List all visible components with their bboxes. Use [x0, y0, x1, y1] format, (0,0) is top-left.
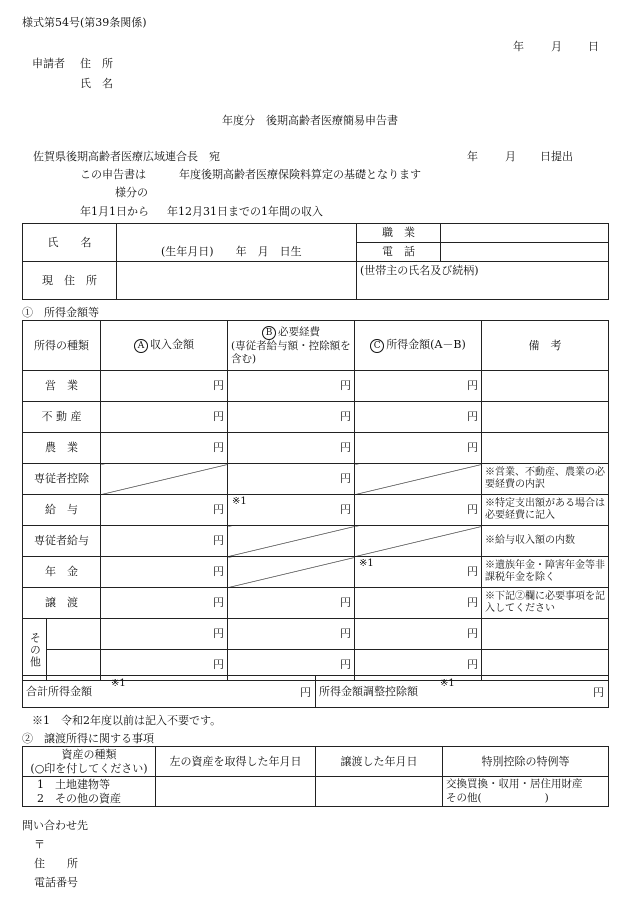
household-label: (世帯主の氏名及び続柄)	[360, 264, 479, 277]
total-income-label: 合計所得金額	[26, 684, 92, 698]
applicant-name-label: 氏 名	[80, 77, 113, 90]
disabled-cell	[101, 464, 228, 495]
income-cell[interactable]: 円	[355, 402, 482, 433]
transfer-table	[22, 746, 609, 807]
col-acquired-date: 左の資産を取得した年月日	[156, 747, 316, 777]
table-row	[23, 619, 609, 650]
remark-cell: ※下記②欄に必要事項を記入してください	[482, 588, 609, 619]
contact-title: 問い合わせ先	[22, 819, 88, 832]
remark-cell: ※特定支出額がある場合は必要経費に記入	[482, 495, 609, 526]
circle-b-icon: B	[262, 326, 276, 340]
revenue-cell[interactable]: 円	[101, 371, 228, 402]
income-cell[interactable]: 円	[355, 371, 482, 402]
special-deduction-cell[interactable]: 交換買換・収用・居住用財産 その他( )	[443, 777, 609, 807]
birth-label: (生年月日) 年 月 日生	[161, 245, 302, 259]
disabled-cell	[228, 557, 355, 588]
table-row: 給 与 円 ※1 円 円 ※特定支出額がある場合は必要経費に記入	[23, 495, 609, 526]
income-cell[interactable]: 円	[355, 588, 482, 619]
remark-cell[interactable]	[482, 619, 609, 650]
applicant-address-label: 住 所	[80, 57, 113, 70]
current-address-field[interactable]	[117, 262, 357, 300]
other-type-cell[interactable]	[47, 619, 101, 650]
footnote-text: ※1 令和2年度以前は記入不要です。	[32, 714, 222, 727]
table-row: 農 業 円 円 円	[23, 433, 609, 464]
revenue-cell[interactable]: 円	[101, 433, 228, 464]
table-row: 譲 渡 円 円 円 ※下記②欄に必要事項を記入してください	[23, 588, 609, 619]
expense-cell[interactable]: ※1 円	[228, 495, 355, 526]
expense-cell[interactable]: 円	[228, 371, 355, 402]
phone-label: 電 話	[357, 243, 441, 262]
income-cell[interactable]: 円	[355, 650, 482, 681]
remark-cell: ※給与収入額の内数	[482, 526, 609, 557]
col-asset-type: 資産の種類 (○印を付してください)	[23, 747, 156, 777]
occupation-label: 職 業	[357, 224, 441, 243]
asset-type-cell[interactable]: 1 土地建物等 2 その他の資産	[23, 777, 156, 807]
period-from: 年1月1日から	[80, 205, 149, 218]
footnote-mark: ※1	[232, 496, 247, 507]
name-label: 氏 名	[23, 224, 117, 262]
income-cell[interactable]: 円	[355, 495, 482, 526]
circle-c-icon: C	[370, 339, 384, 353]
remark-cell: ※遺族年金・障害年金等非課税年金を除く	[482, 557, 609, 588]
applicant-label: 申請者	[32, 57, 65, 70]
submit-year: 年	[467, 150, 478, 163]
acquired-date-cell[interactable]	[156, 777, 316, 807]
remark-cell[interactable]	[482, 402, 609, 433]
footnote-mark: ※1	[359, 558, 374, 569]
expense-cell[interactable]: 円	[228, 402, 355, 433]
circle-a-icon: A	[134, 339, 148, 353]
table-row: 年 金 円 ※1 円 ※遺族年金・障害年金等非課税年金を除く	[23, 557, 609, 588]
addressee: 佐賀県後期高齢者医療広域連合長 宛	[33, 150, 220, 163]
col-expenses: B 必要経費 (専従者給与額・控除額を含む)	[228, 321, 355, 371]
table-row: 専従者控除 円 ※営業、不動産、農業の必要経費の内訳	[23, 464, 609, 495]
col-remarks: 備 考	[482, 321, 609, 371]
col-transfer-date: 譲渡した年月日	[316, 747, 443, 777]
income-cell[interactable]: 円	[355, 619, 482, 650]
postal-mark: 〒	[34, 838, 45, 851]
table-row: 専従者給与 円 ※給与収入額の内数	[23, 526, 609, 557]
period-to: 年12月31日までの1年間の収入	[167, 205, 323, 218]
col-income: C 所得金額(A－B)	[355, 321, 482, 371]
remark-cell[interactable]	[482, 371, 609, 402]
revenue-cell[interactable]: 円	[101, 650, 228, 681]
footnote-mark: ※1	[440, 678, 455, 689]
submit-month: 月	[505, 150, 516, 163]
income-cell[interactable]: ※1 円	[355, 557, 482, 588]
disabled-cell	[355, 526, 482, 557]
date-day: 日	[588, 40, 599, 53]
disabled-cell	[228, 526, 355, 557]
totals-table	[22, 675, 609, 708]
remark-cell: ※営業、不動産、農業の必要経費の内訳	[482, 464, 609, 495]
remark-cell[interactable]	[482, 433, 609, 464]
expense-cell[interactable]: 円	[228, 464, 355, 495]
contact-address-label: 住 所	[34, 857, 78, 870]
form-number: 様式第54号(第39条関係)	[22, 16, 147, 29]
section2-title: ② 譲渡所得に関する事項	[22, 732, 154, 745]
revenue-cell[interactable]: 円	[101, 402, 228, 433]
total-income-field[interactable]: 合計所得金額 ※1 円	[23, 676, 316, 708]
revenue-cell[interactable]: 円	[101, 526, 228, 557]
revenue-cell[interactable]: 円	[101, 557, 228, 588]
date-year: 年	[513, 40, 524, 53]
occupation-field[interactable]	[441, 224, 609, 243]
col-income-type: 所得の種類	[23, 321, 101, 371]
expense-cell[interactable]: 円	[228, 433, 355, 464]
income-table	[22, 320, 609, 681]
table-row	[23, 777, 609, 807]
form-title: 年度分 後期高齢者医療簡易申告書	[222, 114, 398, 127]
intro-line-1: この申告書は 年度後期高齢者医療保険料算定の基礎となります	[80, 168, 421, 181]
date-month: 月	[551, 40, 562, 53]
section1-title: ① 所得金額等	[22, 306, 99, 319]
transfer-date-cell[interactable]	[316, 777, 443, 807]
income-cell[interactable]: 円	[355, 433, 482, 464]
col-special-deduction: 特別控除の特例等	[443, 747, 609, 777]
disabled-cell	[355, 464, 482, 495]
intro-line-2: 様分の	[115, 186, 148, 199]
name-field[interactable]	[117, 224, 357, 262]
revenue-cell[interactable]: 円	[101, 588, 228, 619]
col-revenue: A 収入金額	[101, 321, 228, 371]
revenue-cell[interactable]: 円	[101, 495, 228, 526]
adjustment-deduction-field[interactable]: 所得金額調整控除額 ※1 円	[316, 676, 609, 708]
expense-cell[interactable]: 円	[228, 588, 355, 619]
table-row: 不 動 産 円 円 円	[23, 402, 609, 433]
expense-cell[interactable]: 円	[228, 650, 355, 681]
submit-day: 日提出	[540, 150, 573, 163]
other-label: その他	[23, 619, 47, 681]
current-address-label: 現 住 所	[23, 262, 117, 300]
revenue-cell[interactable]: 円	[101, 619, 228, 650]
contact-phone-label: 電話番号	[34, 876, 78, 889]
adjustment-label: 所得金額調整控除額	[319, 684, 418, 698]
footnote-mark: ※1	[111, 678, 126, 689]
household-field[interactable]	[357, 262, 609, 300]
personal-info-table	[22, 223, 609, 300]
table-row: 営 業 円 円 円	[23, 371, 609, 402]
expense-cell[interactable]: 円	[228, 619, 355, 650]
phone-field[interactable]	[441, 243, 609, 262]
